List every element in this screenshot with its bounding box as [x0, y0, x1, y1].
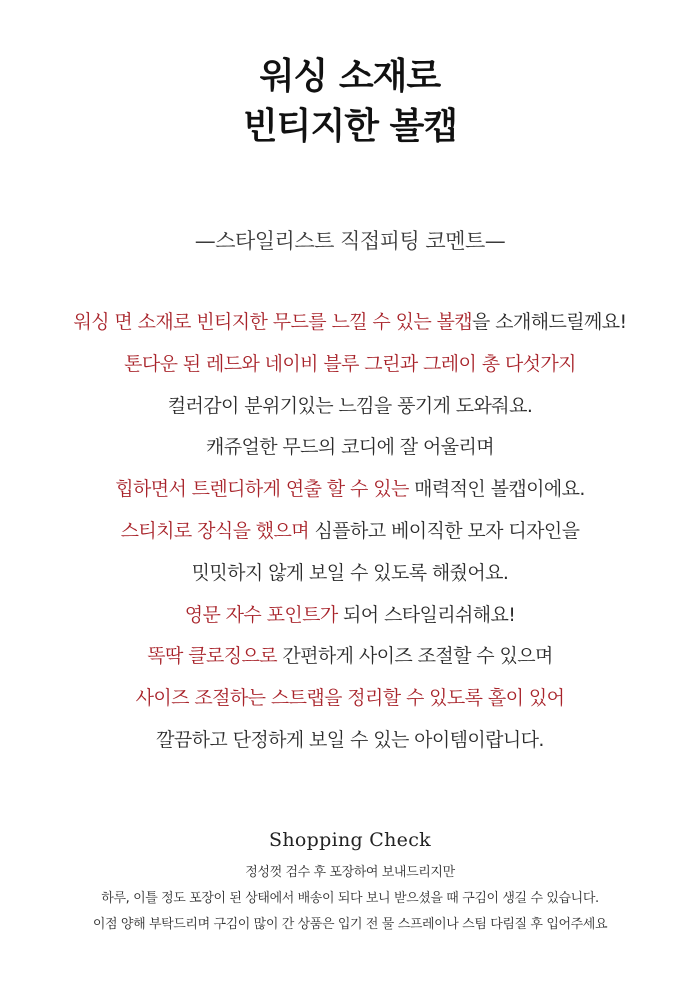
- shopping-check-line: 하루, 이틀 정도 포장이 된 상태에서 배송이 되다 보니 받으셨을 때 구김이 생길 수 있습니다.: [101, 891, 599, 906]
- stylist-comment-heading: —스타일리스트 직접피팅 코멘트—: [194, 229, 506, 253]
- body-text: 캐쥬얼한 무드의 코디에 잘 어울리며: [205, 436, 495, 459]
- body-text: 되어 스타일리쉬해요!: [337, 603, 516, 626]
- headline: [0, 52, 700, 152]
- comment-line: [0, 595, 700, 637]
- comment-line: [0, 553, 700, 595]
- shopping-check-line: 정성껏 검수 후 포장하여 보내드리지만: [245, 865, 455, 880]
- comment-line: [0, 511, 700, 553]
- comment-line: [0, 427, 700, 469]
- comment-line: [0, 469, 700, 511]
- shopping-check-title: Shopping Check: [269, 829, 431, 851]
- comment-line: [0, 678, 700, 720]
- highlight-text: 스티치로 장식을 했으며: [120, 519, 310, 542]
- shopping-check-notes: [0, 860, 700, 938]
- comment-line: [0, 636, 700, 678]
- body-text: 간편하게 사이즈 조절할 수 있으며: [276, 645, 553, 668]
- stylist-comment-body: [0, 302, 700, 762]
- highlight-text: 톤다운 된 레드와 네이비 블루 그린과 그레이 총 다섯가지: [124, 352, 576, 375]
- comment-line: [0, 302, 700, 344]
- highlight-text: 사이즈 조절하는 스트랩을 정리할 수 있도록 홀이 있어: [135, 687, 565, 710]
- highlight-text: 힙하면서 트렌디하게 연출 할 수 있는: [115, 478, 409, 501]
- highlight-text: 똑딱 클로징으로: [147, 645, 277, 668]
- comment-line: [0, 386, 700, 428]
- body-text: 을 소개해드릴께요!: [472, 311, 627, 333]
- body-text: 심플하고 베이직한 모자 디자인을: [309, 519, 580, 542]
- body-text: 컬러감이 분위기있는 느낌을 풍기게 도와줘요.: [167, 394, 533, 417]
- headline-line-1: 워싱 소재로: [259, 56, 441, 97]
- headline-line-2: 빈티지한 볼캡: [242, 106, 458, 147]
- body-text: 밋밋하지 않게 보일 수 있도록 해줬어요.: [191, 561, 509, 584]
- shopping-check-line: 이점 양해 부탁드리며 구김이 많이 간 상품은 입기 전 물 스프레이나 스팀 다림질 후 입어주세요: [92, 917, 608, 932]
- comment-line: [0, 720, 700, 762]
- body-text: 깔끔하고 단정하게 보일 수 있는 아이템이랍니다.: [156, 728, 544, 751]
- comment-line: [0, 344, 700, 386]
- body-text: 매력적인 볼캡이에요.: [408, 478, 585, 501]
- highlight-text: 워싱 면 소재로 빈티지한 무드를 느낄 수 있는 볼캡: [73, 311, 473, 333]
- highlight-text: 영문 자수 포인트가: [184, 603, 338, 626]
